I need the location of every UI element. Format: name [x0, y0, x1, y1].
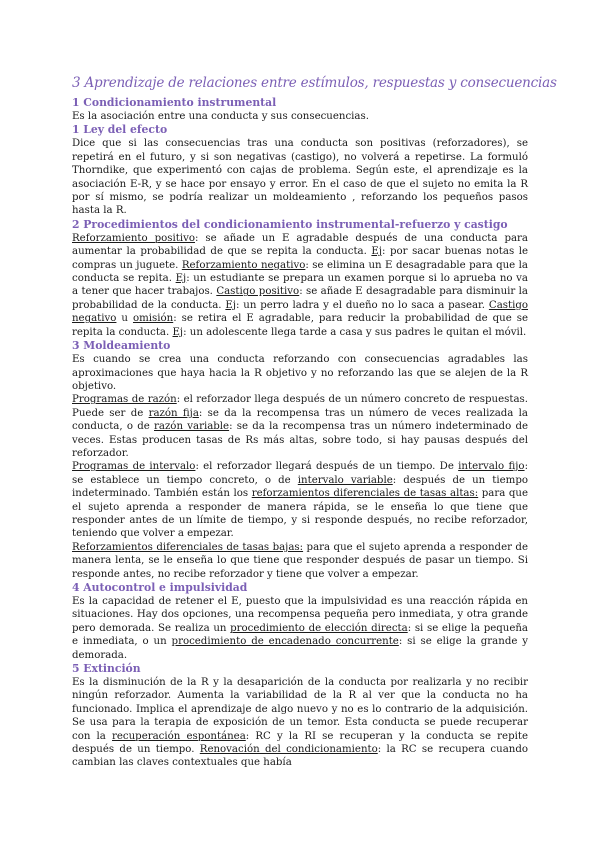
- text: : por sacar buenas notas le compras un juguete.: [72, 246, 529, 271]
- paragraph-tasas-bajas: [72, 541, 528, 581]
- term-castigo-positivo: Castigo positivo: [216, 286, 300, 298]
- term-encadenado-concurrente: procedimiento de encadenado concurrente: [171, 636, 399, 648]
- text: : si se elige la grande y demorada.: [72, 636, 528, 661]
- paragraph-procedimientos: [72, 232, 528, 339]
- term-razon-fija: razón fija: [148, 407, 199, 419]
- term-omision: omisión: [132, 313, 174, 325]
- page-title: 3 Aprendizaje de relaciones entre estímulos, respuestas y consecuencias: [72, 75, 557, 91]
- text: : si se elige la pequeña e inmediata, o un: [72, 622, 528, 648]
- text: Es cuando se crea una conducta reforzando con consecuencias agradables las aproximaciones que haya hacia la R objetivo y no reforzando las que se alejen de la R objetivo.: [72, 354, 528, 392]
- text: : después de un tiempo indeterminado. También están los: [72, 474, 528, 500]
- term-razon-variable: razón variable: [154, 421, 230, 433]
- text: Es la disminución de la R y la desaparición de la conducta por realizarla y no recibir ningún reforzador. Aumenta la variabilidad de la R al ver que la conducta no ha funcionado. Implica el aprendizaje de algo nuevo y no es lo contrario de la adquisición. Se usa para la terapia de exposición de un temor. Esta conducta se puede recuperar con la: [72, 677, 528, 742]
- heading-ley-del-efecto: 1 Ley del efecto: [72, 123, 168, 137]
- heading-moldeamiento: 3 Moldeamiento: [72, 339, 171, 353]
- text: : se añade E desagradable para disminuir la probabilidad de la conducta.: [72, 286, 529, 311]
- text: para que el sujeto aprenda a responder de manera rápida, se le enseña lo que tiene que responder antes de un límite de tiempo, y si responde después, no recibe reforzador, teniendo que volver a empezar.: [72, 488, 529, 540]
- text: u: [116, 313, 133, 325]
- term-ej: Ej: [225, 299, 236, 311]
- paragraph-programas-de-intervalo: [72, 460, 528, 540]
- heading-condicionamiento-instrumental: 1 Condicionamiento instrumental: [72, 96, 277, 109]
- term-reforzamientos-tasas-bajas: Reforzamientos diferenciales de tasas bajas:: [72, 541, 304, 553]
- text: : se elimina un E desagradable para que la conducta se repita.: [72, 259, 528, 285]
- text: Es la asociación entre una conducta y sus consecuencias.: [72, 111, 369, 122]
- paragraph-extincion: [72, 676, 528, 770]
- term-renovacion-condicionamiento: Renovación del condicionamiento: [199, 744, 378, 756]
- text: : la RC se recupera cuando cambian las claves contextuales que había: [72, 744, 528, 769]
- paragraph-ley-del-efecto: [72, 137, 528, 217]
- text: : el reforzador llega después de un número concreto de respuestas. Puede ser de: [72, 394, 528, 419]
- document-page: [72, 74, 557, 770]
- term-programas-de-intervalo: Programas de intervalo: [72, 461, 196, 473]
- text: : el reforzador llegará después de un tiempo. De: [195, 461, 459, 473]
- term-recuperacion-espontanea: recuperación espontánea: [112, 730, 246, 742]
- term-reforzamientos-tasas-altas: reforzamientos diferenciales de tasas altas:: [251, 488, 479, 500]
- term-programas-de-razon: Programas de razón: [72, 394, 177, 406]
- text: : un estudiante se prepara un examen porque si lo aprueba no va a tener que hacer trabajos.: [72, 273, 528, 298]
- heading-procedimientos: 2 Procedimientos del condicionamiento instrumental-refuerzo y castigo: [72, 217, 508, 231]
- term-ej: Ej: [175, 273, 187, 285]
- text: Dice que si las consecuencias tras una conducta son positivas (reforzadores), se repetirá en el futuro, y si son negativas (castigo), no volverá a repetirse. La formuló Thorndike, que experimentó con cajas de problema. Según este, el aprendizaje es la asociación E-R, y se hace por ensayo y error. En el caso de que el sujeto no emita la R por sí mismo, se podría realizar un moldeamiento , reforzando los pequeños pasos hasta la R.: [72, 138, 528, 217]
- term-castigo-negativo: Castigo negativo: [72, 299, 529, 325]
- paragraph-condicionamiento: [72, 110, 528, 123]
- text: : RC y la RI se recuperan y la conducta se repite después de un tiempo.: [72, 730, 528, 756]
- text: : un perro ladra y el dueño no lo saca a pasear.: [236, 299, 489, 311]
- text: : se da la recompensa tras un número de veces realizada la conducta, o de: [72, 407, 529, 433]
- text: : se establece un tiempo concreto, o de: [72, 461, 528, 486]
- text: : se añade un E agradable después de una conducta para aumentar la probabilidad de que se repita la conducta.: [72, 232, 528, 258]
- paragraph-programas-de-razon: [72, 393, 528, 460]
- term-ej: Ej: [172, 326, 184, 338]
- term-reforzamiento-negativo: Reforzamiento negativo: [181, 259, 306, 271]
- paragraph-autocontrol: [72, 595, 528, 662]
- text: Es la capacidad de retener el E, puesto que la impulsividad es una reacción rápida en situaciones. Hay dos opciones, una recompensa pequeña pero inmediata, y otra grande pero demorada. Se realiza un: [72, 596, 528, 634]
- paragraph-moldeamiento: [72, 353, 528, 393]
- heading-extincion: 5 Extinción: [72, 662, 141, 676]
- term-eleccion-directa: procedimiento de elección directa: [230, 622, 408, 634]
- term-reforzamiento-positivo: Reforzamiento positivo: [72, 232, 196, 244]
- term-intervalo-fijo: intervalo fijo: [458, 461, 525, 473]
- term-intervalo-variable: intervalo variable: [297, 474, 393, 486]
- text: : se da la recompensa tras un número indeterminado de veces. Estas producen tasas de Rs más altas, sobre todo, si hay pausas después del reforzador.: [72, 421, 528, 459]
- text: para que el sujeto aprenda a responder de manera lenta, se le enseña lo que tiene que responder después de pasar un tiempo. Si responde antes, no recibe reforzador y tiene que volver a empezar.: [72, 541, 528, 580]
- text: : se retira el E agradable, para reducir la probabilidad de que se repita la conducta.: [72, 313, 528, 338]
- heading-autocontrol: 4 Autocontrol e impulsividad: [72, 581, 248, 594]
- term-ej: Ej: [371, 246, 383, 258]
- text: : un adolescente llega tarde a casa y sus padres le quitan el móvil.: [183, 326, 527, 338]
